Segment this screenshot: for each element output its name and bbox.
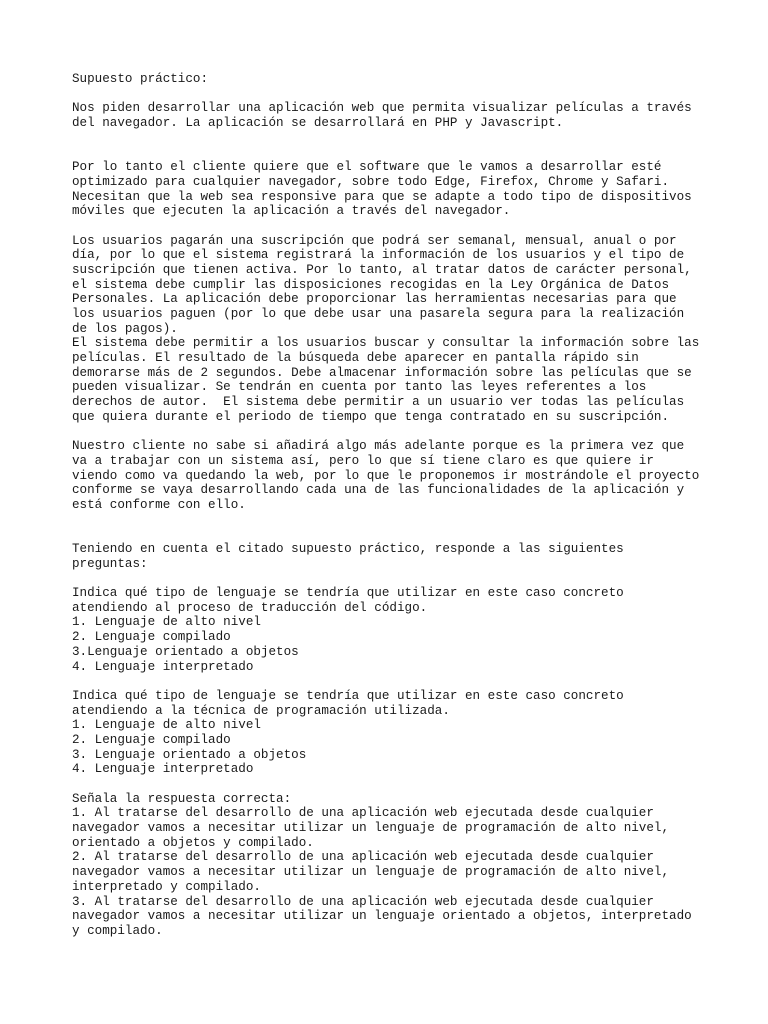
text-line: Nuestro cliente no sabe si añadirá algo más adelante porque es la primera vez que (72, 439, 685, 454)
question-text: atendiendo a la técnica de programación utilizada. (72, 703, 450, 718)
future-paragraph (72, 439, 712, 512)
text-line: Necesitan que la web sea responsive para que se adapte a todo tipo de dispositivos (72, 189, 692, 204)
answer-option: navegador vamos a necesitar utilizar un lenguaje de programación de alto nivel, (72, 821, 670, 836)
document-heading: Supuesto práctico: (72, 72, 209, 86)
answer-option: 1. Al tratarse del desarrollo de una aplicación web ejecutada desde cualquier (72, 806, 654, 821)
text-line: el sistema debe cumplir las disposiciones recogidas en la Ley Orgánica de Datos (72, 277, 670, 292)
text-line: móviles que ejecuten la aplicación a través del navegador. (72, 204, 511, 219)
text-line: está conforme con ello. (72, 497, 246, 512)
text-line: demorarse más de 2 segundos. Debe almacenar información sobre las películas que se (72, 365, 692, 380)
intro-paragraph (72, 101, 712, 130)
answer-option: orientado a objetos y compilado. (72, 835, 314, 850)
text-line: películas. El resultado de la búsqueda debe aparecer en pantalla rápido sin (72, 351, 639, 366)
text-line: Por lo tanto el cliente quiere que el software que le vamos a desarrollar esté (72, 160, 662, 175)
question-3 (72, 792, 712, 939)
question-text: atendiendo al proceso de traducción del código. (72, 600, 428, 615)
text-line: que quiera durante el periodo de tiempo que tenga contratado en su suscripción. (72, 409, 670, 424)
text-line: viendo como va quedando la web, por lo que le proponemos ir mostrándole el proyecto (72, 468, 700, 483)
client-paragraph (72, 160, 712, 219)
text-line: conforme se vaya desarrollando cada una de las funcionalidades de la aplicación y (72, 483, 685, 498)
answer-option: navegador vamos a necesitar utilizar un lenguaje de programación de alto nivel, (72, 865, 670, 880)
text-line: preguntas: (72, 556, 148, 571)
question-text: Indica qué tipo de lenguaje se tendría que utilizar en este caso concreto (72, 688, 624, 703)
answer-option: y compilado. (72, 923, 163, 938)
text-line: de los pagos). (72, 321, 178, 336)
text-line: suscripción que tienen activa. Por lo tanto, al tratar datos de carácter personal, (72, 262, 692, 277)
text-line: optimizado para cualquier navegador, sobre todo Edge, Firefox, Chrome y Safari. (72, 174, 670, 189)
answer-option: 2. Al tratarse del desarrollo de una aplicación web ejecutada desde cualquier (72, 850, 654, 865)
answer-option: 3. Lenguaje orientado a objetos (72, 747, 307, 762)
answer-option: interpretado y compilado. (72, 879, 261, 894)
text-line: los usuarios paguen (por lo que debe usar una pasarela segura para la realización (72, 307, 685, 322)
question-1 (72, 586, 712, 674)
answer-option: 2. Lenguaje compilado (72, 732, 231, 747)
text-line: Personales. La aplicación debe proporcionar las herramientas necesarias para que (72, 292, 677, 307)
answer-option: 3.Lenguaje orientado a objetos (72, 644, 299, 659)
question-text: Indica qué tipo de lenguaje se tendría que utilizar en este caso concreto (72, 586, 624, 601)
text-line: del navegador. La aplicación se desarrollará en PHP y Javascript. (72, 116, 564, 131)
document-body (72, 72, 712, 939)
text-line: El sistema debe permitir a los usuarios buscar y consultar la información sobre las (72, 336, 700, 351)
answer-option: 2. Lenguaje compilado (72, 630, 231, 645)
answer-option: 3. Al tratarse del desarrollo de una aplicación web ejecutada desde cualquier (72, 894, 654, 909)
answer-option: navegador vamos a necesitar utilizar un lenguaje orientado a objetos, interpretado (72, 909, 692, 924)
text-line: derechos de autor. El sistema debe permitir a un usuario ver todas las películas (72, 395, 685, 410)
answer-option: 4. Lenguaje interpretado (72, 659, 254, 674)
answer-option: 1. Lenguaje de alto nivel (72, 615, 261, 630)
text-line: pueden visualizar. Se tendrán en cuenta por tanto las leyes referentes a los (72, 380, 647, 395)
question-2 (72, 689, 712, 777)
questions-intro-paragraph (72, 542, 712, 571)
answer-option: 4. Lenguaje interpretado (72, 762, 254, 777)
text-line: Nos piden desarrollar una aplicación web que permita visualizar películas a través (72, 101, 692, 116)
text-line: Teniendo en cuenta el citado supuesto práctico, responde a las siguientes (72, 542, 624, 557)
question-text: Señala la respuesta correcta: (72, 791, 292, 806)
text-line: Los usuarios pagarán una suscripción que podrá ser semanal, mensual, anual o por (72, 233, 677, 248)
answer-option: 1. Lenguaje de alto nivel (72, 718, 261, 733)
users-paragraph (72, 234, 712, 425)
text-line: día, por lo que el sistema registrará la información de los usuarios y el tipo de (72, 248, 685, 263)
text-line: va a trabajar con un sistema así, pero lo que sí tiene claro es que quiere ir (72, 453, 654, 468)
